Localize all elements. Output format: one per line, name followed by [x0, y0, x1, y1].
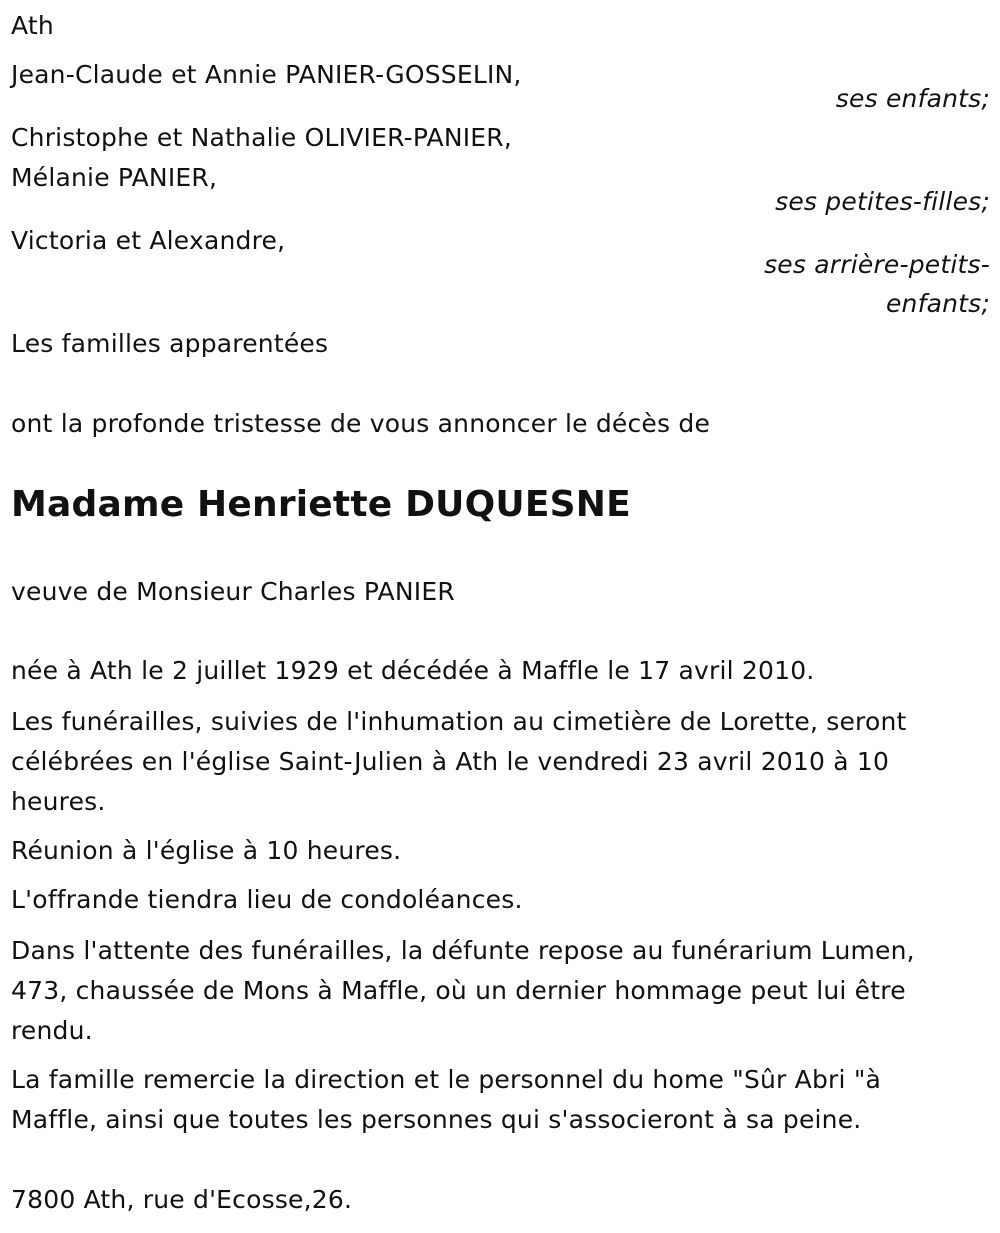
great-grandchildren-role-line-1: ses arrière-petits- [764, 250, 990, 279]
grandchildren-role: ses petites-filles; [775, 187, 990, 216]
deceased-name: Madame Henriette DUQUESNE [11, 484, 631, 525]
announcement-intro: ont la profonde tristesse de vous annoncer le décès de [11, 409, 711, 438]
grandchildren-line-2: Mélanie PANIER, [11, 163, 218, 192]
thanks-info: La famille remercie la direction et le personnel du home "Sûr Abri "à Maffle, ainsi que toutes les personnes qui s'associeront à sa peine. [11, 1065, 882, 1134]
location-header: Ath [11, 11, 54, 40]
great-grandchildren-names: Victoria et Alexandre, [11, 226, 286, 255]
grandchildren-line-1: Christophe et Nathalie OLIVIER-PANIER, [11, 123, 513, 152]
widow-of: veuve de Monsieur Charles PANIER [11, 577, 455, 606]
children-names: Jean-Claude et Annie PANIER-GOSSELIN, [11, 60, 522, 89]
repose-info: Dans l'attente des funérailles, la défunte repose au funérarium Lumen, 473, chaussée de Mons à Maffle, où un dernier hommage peut lui être rendu. [11, 936, 915, 1045]
meeting-info: Réunion à l'église à 10 heures. [11, 836, 402, 865]
children-role: ses enfants; [835, 84, 990, 113]
great-grandchildren-role-line-2: enfants; [885, 289, 990, 318]
offering-info: L'offrande tiendra lieu de condoléances. [11, 885, 523, 914]
funeral-details: Les funérailles, suivies de l'inhumation au cimetière de Lorette, seront célébrées en l'église Saint-Julien à Ath le vendredi 23 avril 2010 à 10 heures. [11, 707, 907, 816]
related-families: Les familles apparentées [11, 329, 329, 358]
address: 7800 Ath, rue d'Ecosse,26. [11, 1185, 353, 1214]
birth-death: née à Ath le 2 juillet 1929 et décédée à Maffle le 17 avril 2010. [11, 656, 815, 685]
